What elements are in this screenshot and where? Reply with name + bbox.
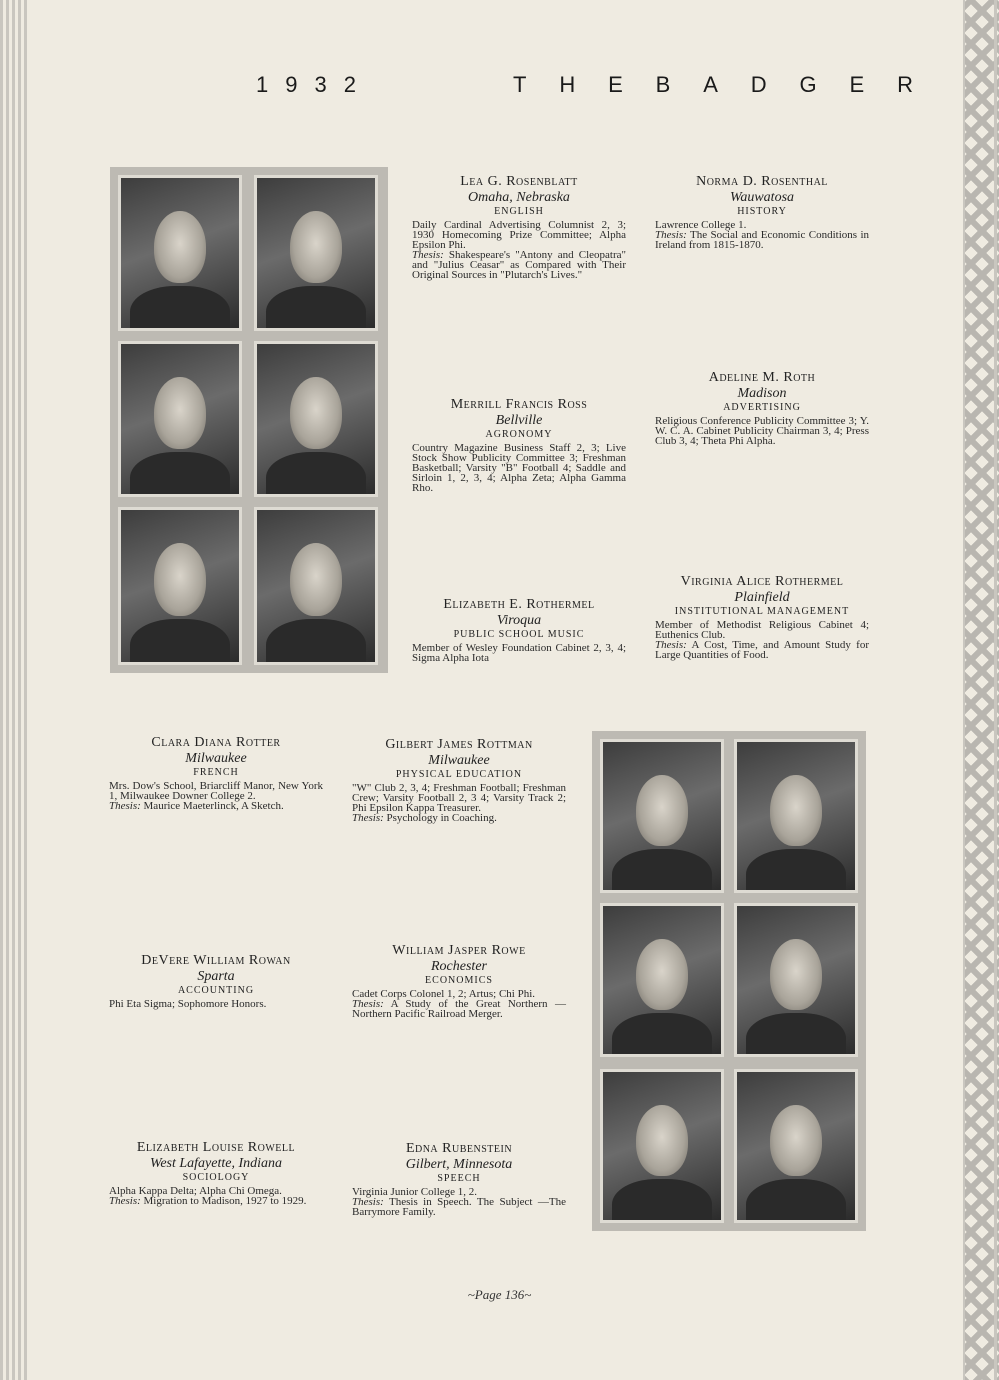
portrait-photo: [118, 507, 242, 665]
student-entry: [655, 574, 869, 660]
student-entry: [412, 397, 626, 493]
portrait-photo: [734, 903, 858, 1057]
student-major: ADVERTISING: [723, 402, 801, 413]
portrait-photo: [600, 903, 724, 1057]
student-activities: Cadet Corps Colonel 1, 2; Artus; Chi Phi.: [352, 988, 536, 1000]
student-name: DeVere William Rowan: [141, 953, 291, 968]
student-major: ACCOUNTING: [177, 985, 255, 996]
student-name: Edna Rubenstein: [405, 1141, 513, 1156]
student-entry: [412, 174, 626, 280]
page-header: [0, 72, 999, 106]
student-entry: [352, 943, 566, 1019]
student-hometown: Bellville: [495, 413, 543, 428]
student-thesis: [352, 813, 566, 823]
thesis-label: Thesis:: [352, 998, 384, 1010]
student-entry: [352, 737, 566, 823]
thesis-label: Thesis:: [109, 800, 141, 812]
thesis-text: Psychology in Coaching.: [383, 812, 497, 824]
student-hometown: Milwaukee: [428, 753, 490, 768]
student-major: INSTITUTIONAL MANAGEMENT: [674, 606, 850, 617]
portrait-photo: [734, 1069, 858, 1223]
student-hometown: Omaha, Nebraska: [468, 190, 570, 205]
student-hometown: Plainfield: [734, 590, 790, 605]
student-activities: Virginia Junior College 1, 2.: [352, 1186, 478, 1198]
student-thesis: [352, 999, 566, 1019]
student-major: ENGLISH: [494, 206, 544, 217]
right-decorative-border: [963, 0, 999, 1380]
student-major: SPEECH: [437, 1173, 481, 1184]
portrait-photo: [254, 341, 378, 497]
student-activities: Member of Methodist Religious Cabinet 4; Euthenics Club.: [655, 619, 869, 641]
portrait-photo: [254, 175, 378, 331]
portrait-photo: [118, 175, 242, 331]
thesis-label: Thesis:: [352, 1196, 384, 1208]
student-name: Clara Diana Rotter: [151, 735, 281, 750]
student-thesis: [655, 640, 869, 660]
portrait-photo: [600, 1069, 724, 1223]
thesis-text: A Study of the Great Northern —Northern Pacific Railroad Merger.: [352, 998, 566, 1020]
thesis-label: Thesis:: [655, 229, 687, 241]
student-thesis: [352, 1197, 566, 1217]
student-name: Elizabeth E. Rothermel: [443, 597, 595, 612]
student-major: FRENCH: [193, 767, 239, 778]
student-major: AGRONOMY: [485, 429, 553, 440]
photo-block-bottom-right: [592, 731, 866, 1231]
thesis-text: Maurice Maeterlinck, A Sketch.: [140, 800, 284, 812]
student-hometown: Gilbert, Minnesota: [405, 1157, 513, 1172]
student-name: Lea G. Rosenblatt: [460, 174, 578, 189]
portrait-photo: [600, 739, 724, 893]
student-major: ECONOMICS: [425, 975, 493, 986]
student-name: Virginia Alice Rothermel: [680, 574, 844, 589]
student-name: Gilbert James Rottman: [385, 737, 533, 752]
student-entry: [412, 597, 626, 663]
student-activities: Daily Cardinal Advertising Columnist 2, 3; 1930 Homecoming Prize Committee; Alpha Epsilon Phi.: [412, 219, 626, 251]
student-activities: Country Magazine Business Staff 2, 3; Live Stock Show Publicity Committee 3; Freshman Basketball; Varsity "B" Football 4; Saddle and Sirloin 1, 2, 3, 4; Alpha Zeta; Alpha Gamma Rho.: [412, 442, 626, 494]
student-name: William Jasper Rowe: [392, 943, 526, 958]
student-activities: Lawrence College 1.: [655, 219, 747, 231]
student-activities: Religious Conference Publicity Committee 3; Y. W. C. A. Cabinet Publicity Chairman 3, 4; Press Club 3, 4; Theta Phi Alpha.: [655, 415, 869, 447]
student-activities: Phi Eta Sigma; Sophomore Honors.: [109, 998, 267, 1010]
thesis-label: Thesis:: [109, 1195, 141, 1207]
student-hometown: Milwaukee: [185, 751, 247, 766]
student-hometown: West Lafayette, Indiana: [149, 1156, 283, 1171]
student-activities: Alpha Kappa Delta; Alpha Chi Omega.: [109, 1185, 282, 1197]
student-thesis: [655, 230, 869, 250]
student-entry: [655, 174, 869, 250]
thesis-text: Thesis in Speech. The Subject —The Barrymore Family.: [352, 1196, 566, 1218]
header-title: T H E B A D G E R: [513, 72, 913, 97]
portrait-photo: [254, 507, 378, 665]
page-number: ~Page 136~: [467, 1287, 532, 1302]
student-entry: [109, 735, 323, 811]
student-thesis: [412, 250, 626, 280]
left-border-stripes: [0, 0, 30, 1380]
student-activities: Member of Wesley Foundation Cabinet 2, 3, 4; Sigma Alpha Iota: [412, 642, 626, 664]
thesis-text: A Cost, Time, and Amount Study for Large Quantities of Food.: [655, 639, 869, 661]
student-name: Norma D. Rosenthal: [696, 174, 828, 189]
student-hometown: Sparta: [197, 969, 235, 984]
student-major: HISTORY: [737, 206, 787, 217]
thesis-text: Migration to Madison, 1927 to 1929.: [140, 1195, 307, 1207]
student-entry: [655, 370, 869, 446]
student-thesis: [109, 1196, 323, 1206]
student-name: Adeline M. Roth: [708, 370, 816, 385]
student-major: PUBLIC SCHOOL MUSIC: [453, 629, 585, 640]
student-entry: [109, 1140, 323, 1206]
student-major: SOCIOLOGY: [182, 1172, 250, 1183]
student-activities: Mrs. Dow's School, Briarcliff Manor, New York 1, Milwaukee Downer College 2.: [109, 780, 323, 802]
student-hometown: Wauwatosa: [729, 190, 795, 205]
thesis-label: Thesis:: [655, 639, 687, 651]
thesis-label: Thesis:: [352, 812, 384, 824]
student-activities: "W" Club 2, 3, 4; Freshman Football; Freshman Crew; Varsity Football 2, 3 4; Varsity Track 2; Phi Epsilon Kappa Treasurer.: [352, 782, 566, 814]
student-entry: [109, 953, 323, 1009]
student-name: Elizabeth Louise Rowell: [136, 1140, 296, 1155]
student-hometown: Madison: [737, 386, 787, 401]
student-major: PHYSICAL EDUCATION: [395, 769, 523, 780]
thesis-label: Thesis:: [412, 249, 444, 261]
student-entry: [352, 1141, 566, 1217]
thesis-text: The Social and Economic Conditions in Ireland from 1815-1870.: [655, 229, 869, 251]
student-hometown: Rochester: [431, 959, 487, 974]
photo-block-top-left: [110, 167, 388, 673]
portrait-photo: [118, 341, 242, 497]
header-year: 1932: [256, 72, 373, 97]
thesis-text: Shakespeare's "Antony and Cleopatra" and "Julius Ceasar" as Compared with Their Original Sources in "Plutarch's Lives.": [412, 249, 626, 281]
student-thesis: [109, 801, 323, 811]
portrait-photo: [734, 739, 858, 893]
student-hometown: Viroqua: [496, 613, 542, 628]
student-name: Merrill Francis Ross: [450, 397, 588, 412]
